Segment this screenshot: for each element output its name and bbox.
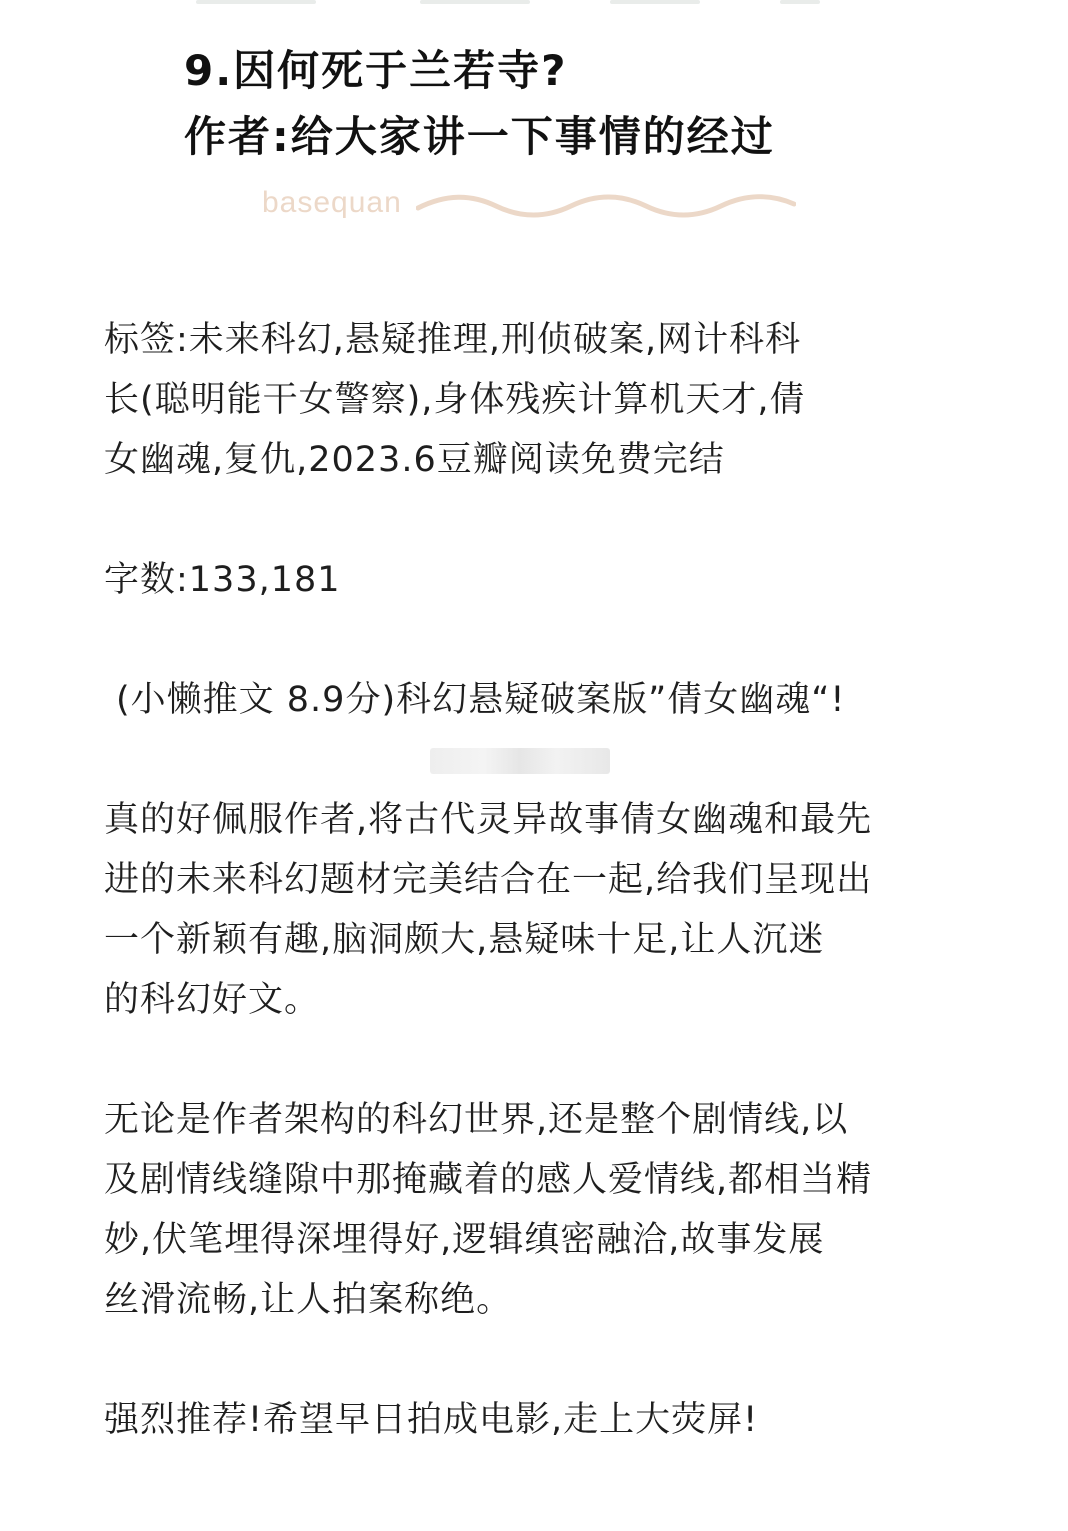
spacer [104, 490, 974, 550]
watermark [262, 184, 802, 224]
paragraph-line: 及剧情线缝隙中那掩藏着的感人爱情线,都相当精 [104, 1160, 873, 1200]
word-count: 字数:133,181 [104, 560, 341, 600]
page-title [184, 38, 775, 170]
paragraph-line: 强烈推荐!希望早日拍成电影,走上大荧屏! [104, 1400, 759, 1440]
paragraph-line: 丝滑流畅,让人拍案称绝。 [104, 1280, 513, 1320]
rating-line: (小懒推文 8.9分)科幻悬疑破案版”倩女幽魂“! [116, 680, 846, 720]
article-body [104, 310, 974, 1450]
tags-line: 标签:未来科幻,悬疑推理,刑侦破案,网计科科 [104, 320, 802, 360]
top-edge-segment [420, 0, 530, 4]
paragraph-line: 的科幻好文。 [104, 980, 321, 1020]
watermark-text: basequan [262, 186, 402, 219]
wave-decoration-icon [416, 190, 796, 220]
top-edge-segment [780, 0, 820, 4]
redacted-block [430, 748, 610, 774]
title-line-1: 9.因何死于兰若寺? [184, 46, 568, 95]
tags-line: 长(聪明能干女警察),身体残疾计算机天才,倩 [104, 380, 806, 420]
top-edge-segment [196, 0, 316, 4]
paragraph-line: 真的好佩服作者,将古代灵异故事倩女幽魂和最先 [104, 800, 873, 840]
paragraph-line: 一个新颖有趣,脑洞颇大,悬疑味十足,让人沉迷 [104, 920, 825, 960]
spacer [104, 1330, 974, 1390]
tags-line: 女幽魂,复仇,2023.6豆瓣阅读免费完结 [104, 440, 725, 480]
paragraph-line: 妙,伏笔埋得深埋得好,逻辑缜密融洽,故事发展 [104, 1220, 825, 1260]
top-edge-decoration [0, 0, 1068, 6]
spacer [104, 610, 974, 670]
spacer [104, 1030, 974, 1090]
paragraph-line: 进的未来科幻题材完美结合在一起,给我们呈现出 [104, 860, 873, 900]
top-edge-segment [610, 0, 700, 4]
title-line-2: 作者:给大家讲一下事情的经过 [184, 112, 775, 161]
paragraph-line: 无论是作者架构的科幻世界,还是整个剧情线,以 [104, 1100, 849, 1140]
